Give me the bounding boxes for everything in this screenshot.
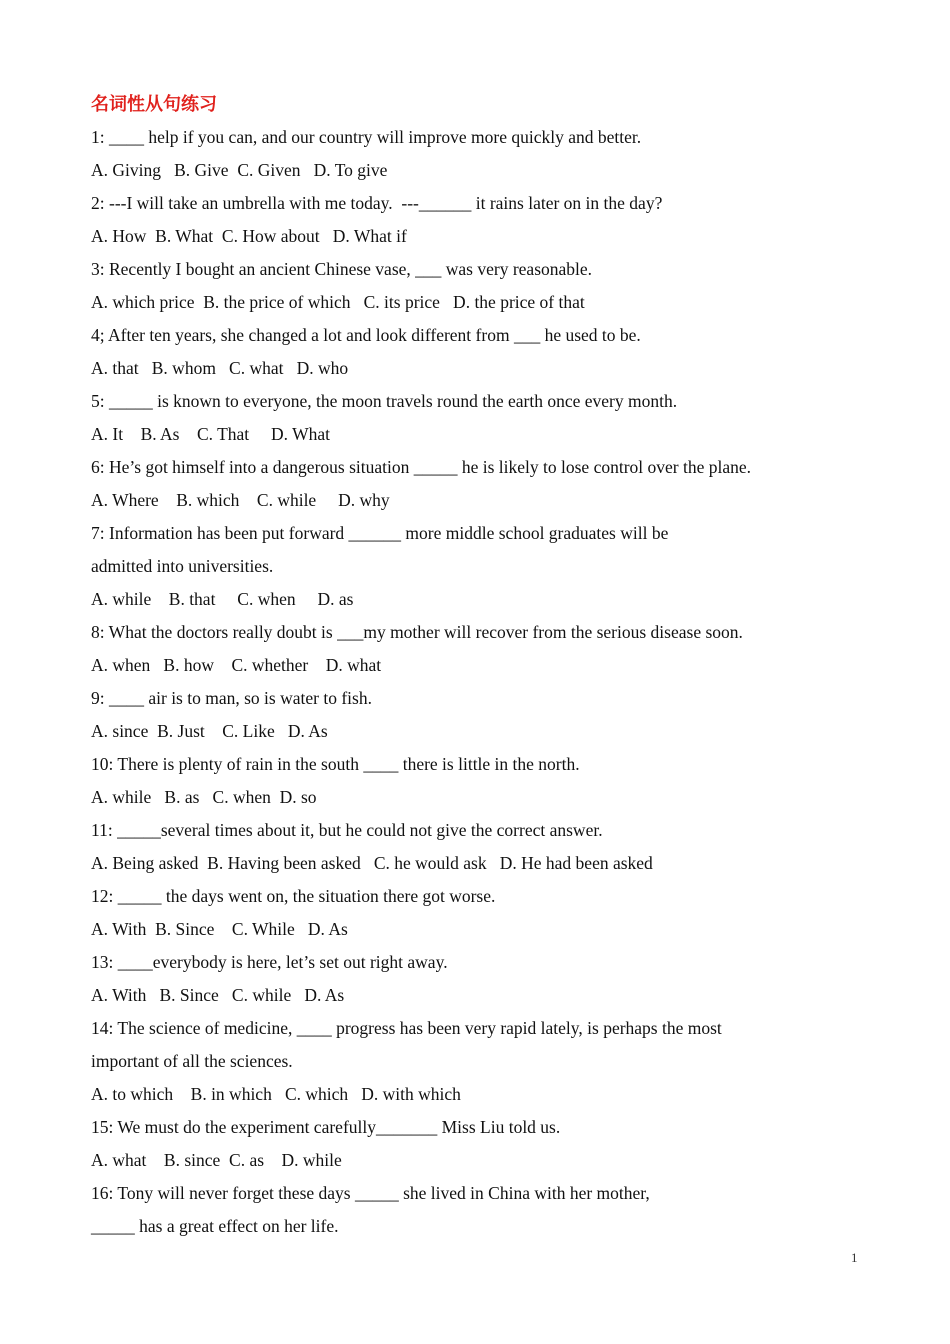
exercise-line: 16: Tony will never forget these days _____ she lived in China with her mother, — [91, 1183, 650, 1203]
exercise-line: 10: There is plenty of rain in the south ____ there is little in the north. — [91, 754, 580, 774]
exercise-line: 9: ____ air is to man, so is water to fish. — [91, 688, 372, 708]
exercise-line: A. what B. since C. as D. while — [91, 1150, 342, 1170]
exercise-line: A. Where B. which C. while D. why — [91, 490, 390, 510]
exercise-line: A. With B. Since C. While D. As — [91, 919, 348, 939]
exercise-line: A. that B. whom C. what D. who — [91, 358, 349, 378]
exercise-line: A. while B. as C. when D. so — [91, 787, 317, 807]
exercise-line: 8: What the doctors really doubt is ___my mother will recover from the serious disease soon. — [91, 622, 743, 642]
exercise-line: A. Being asked B. Having been asked C. he would ask D. He had been asked — [91, 853, 653, 873]
exercise-line: admitted into universities. — [91, 556, 274, 576]
exercise-line: 2: ---I will take an umbrella with me today. ---______ it rains later on in the day? — [91, 193, 663, 213]
document-title: 名词性从句练习 — [91, 94, 217, 114]
exercise-line: 3: Recently I bought an ancient Chinese vase, ___ was very reasonable. — [91, 259, 593, 279]
exercise-line: 13: ____everybody is here, let’s set out right away. — [91, 952, 448, 972]
exercise-line: 12: _____ the days went on, the situation there got worse. — [91, 886, 496, 906]
exercise-line: A. How B. What C. How about D. What if — [91, 226, 407, 246]
exercise-line: 15: We must do the experiment carefully_______ Miss Liu told us. — [91, 1117, 561, 1137]
document-body — [91, 88, 831, 1243]
exercise-list — [91, 121, 831, 1243]
exercise-line: 14: The science of medicine, ____ progress has been very rapid lately, is perhaps the most — [91, 1018, 722, 1038]
exercise-line: 5: _____ is known to everyone, the moon travels round the earth once every month. — [91, 391, 678, 411]
exercise-line: A. to which B. in which C. which D. with which — [91, 1084, 461, 1104]
exercise-line: A. while B. that C. when D. as — [91, 589, 354, 609]
exercise-line: 11: _____several times about it, but he could not give the correct answer. — [91, 820, 603, 840]
exercise-line: important of all the sciences. — [91, 1051, 293, 1071]
exercise-line: A. Giving B. Give C. Given D. To give — [91, 160, 388, 180]
exercise-line: A. which price B. the price of which C. its price D. the price of that — [91, 292, 585, 312]
exercise-line: A. since B. Just C. Like D. As — [91, 721, 328, 741]
exercise-line: A. With B. Since C. while D. As — [91, 985, 345, 1005]
exercise-line: 4; After ten years, she changed a lot and look different from ___ he used to be. — [91, 325, 641, 345]
exercise-line: 6: He’s got himself into a dangerous situation _____ he is likely to lose control over the plane. — [91, 457, 752, 477]
exercise-line: A. It B. As C. That D. What — [91, 424, 331, 444]
exercise-line: 1: ____ help if you can, and our country will improve more quickly and better. — [91, 127, 642, 147]
exercise-line: A. when B. how C. whether D. what — [91, 655, 382, 675]
exercise-line: 7: Information has been put forward ______ more middle school graduates will be — [91, 523, 669, 543]
page-number: 1 — [851, 1250, 858, 1265]
exercise-line: _____ has a great effect on her life. — [91, 1216, 339, 1236]
